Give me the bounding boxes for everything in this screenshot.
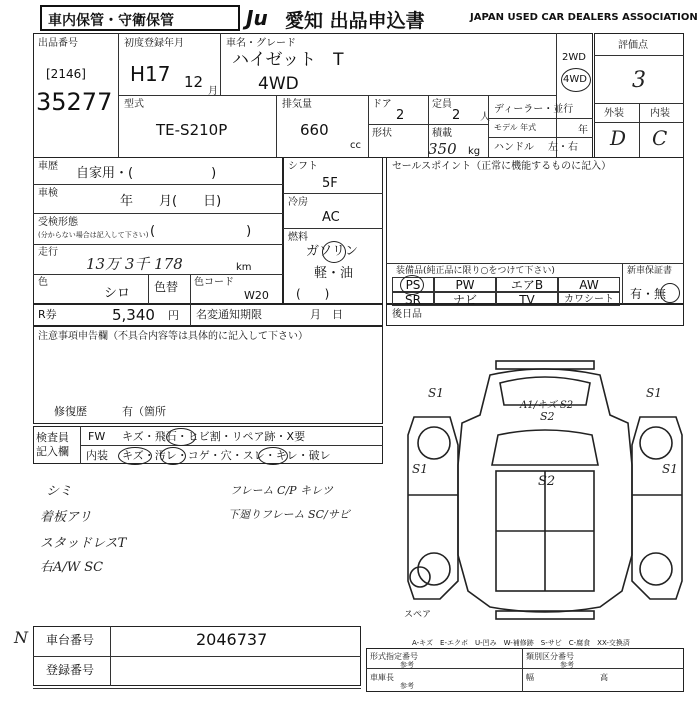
doors-label: ドア: [372, 99, 392, 110]
fuel-selected-circle: [322, 241, 346, 263]
repair-label: 修復歴: [54, 405, 87, 418]
fw-label: FW: [88, 430, 106, 443]
load-label: 積載: [432, 128, 452, 139]
diagram-mark-s2-center: S2: [538, 474, 556, 489]
width-label: 幅: [526, 673, 534, 682]
equip-sr: SR: [392, 292, 434, 306]
model-name: ハイゼット T: [232, 50, 344, 70]
color-code: W20: [244, 289, 269, 302]
name-change-value: 月 日: [310, 308, 343, 321]
model-year-unit: 年: [578, 125, 588, 136]
warranty-circle: [660, 283, 680, 303]
type-value: TE-S210P: [156, 121, 228, 139]
damage-legend: A-キズ E-エクボ U-凹み W-補修跡 S-サビ C-腐食 XX-交換済: [412, 639, 630, 647]
capacity-label: 定員: [432, 99, 452, 110]
post-notes-block: [386, 304, 684, 326]
doors-value: 2: [396, 108, 405, 123]
warranty-value: 有・無: [630, 287, 667, 301]
shape-spec-ref: 参考: [400, 661, 414, 669]
fw-circle: [166, 428, 196, 446]
chassis-label: 車台番号: [46, 633, 95, 647]
shape-label: 形状: [372, 128, 392, 139]
fuel-option2: 軽・油: [314, 266, 354, 281]
interior-circle-1: [118, 447, 152, 465]
interior-circle-2: [160, 447, 186, 465]
capacity-unit: 人: [480, 112, 490, 123]
model-grade: 4WD: [258, 74, 299, 94]
interior-circle-3: [258, 447, 288, 465]
length-label: 車庫長: [370, 673, 394, 682]
recycle-label: R券: [38, 308, 57, 321]
spare-label: スペア: [404, 610, 432, 620]
lot-number: 35277: [36, 88, 113, 116]
mileage-label: 走行: [38, 247, 58, 258]
capacity-value: 2: [452, 108, 461, 123]
recycle-value: 5,340: [112, 306, 155, 324]
color-change-label: 色替: [154, 280, 179, 294]
registration-year: H17: [130, 62, 171, 86]
fuel-label: 燃料: [288, 232, 308, 243]
name-change-label: 名変通知期限: [196, 308, 262, 321]
registration-label: 初度登録年月: [124, 38, 184, 49]
aircon-value: AC: [322, 210, 340, 225]
reg-number-label: 登録番号: [46, 663, 95, 677]
chassis-value: 2046737: [196, 630, 268, 649]
equip-pw: PW: [434, 277, 496, 292]
load-unit: kg: [468, 146, 481, 157]
score-value: 3: [632, 68, 646, 93]
model-year-label: モデル 年式: [494, 123, 537, 132]
diagram-mark-a1: A1/キズ S2: [520, 400, 574, 411]
recycle-unit: 円: [168, 309, 179, 322]
lot-sub-number: [2146]: [46, 67, 86, 81]
exterior-label: 外装: [604, 108, 624, 119]
inspector-label: 検査員記入欄: [36, 431, 69, 458]
score-label: 評価点: [618, 40, 648, 51]
history-value: 自家用・( ): [76, 166, 217, 181]
mileage-value: 13万 3千 178: [86, 255, 183, 273]
shift-label: シフト: [288, 161, 318, 172]
height-label: 高: [600, 673, 608, 682]
class-spec-label: 類別区分番号: [526, 652, 574, 661]
notes-label: 注意事項申告欄（不具合内容等は具体的に記入して下さい）: [38, 331, 308, 342]
class-spec-ref: 参考: [560, 661, 574, 669]
diagram-mark-s1-tr: S1: [646, 386, 662, 400]
interior-label: 内装: [650, 108, 670, 119]
shape-spec-label: 形式指定番号: [370, 652, 418, 661]
interior-score: C: [652, 126, 668, 150]
diagram-mark-s1-ml: S1: [412, 462, 428, 476]
acceptance-label: 受検形態: [38, 217, 78, 228]
displacement-label: 排気量: [282, 99, 312, 110]
ju-logo: Ju: [246, 6, 268, 30]
aircon-label: 冷房: [288, 197, 308, 208]
equipment-label: 装備品(純正品に限り○をつけて下さい): [396, 266, 555, 276]
stamp-row: [33, 688, 361, 701]
equip-seat: カワシート: [558, 292, 620, 306]
type-label: 型式: [124, 99, 144, 110]
fuel-options: ガソリン: [306, 244, 359, 259]
handwritten-line-4: 右A/W SC: [40, 560, 104, 575]
sales-point-label: セールスポイント（正常に機能するものに記入）: [392, 161, 612, 172]
displacement-value: 660: [300, 121, 329, 139]
post-notes-label: 後日品: [392, 309, 422, 320]
color-code-label: 色コード: [194, 277, 234, 288]
acceptance-note: (分からない場合は記入して下さい): [38, 231, 149, 239]
shift-value: 5F: [322, 176, 338, 191]
registration-month: 12: [184, 73, 204, 91]
warranty-label: 新車保証書: [627, 266, 673, 276]
equip-ps: PS: [392, 277, 434, 292]
lot-label: 出品番号: [38, 38, 78, 49]
drive-2wd: 2WD: [562, 52, 586, 63]
repair-value: 有（箇所: [122, 405, 166, 418]
color-label: 色: [38, 277, 48, 288]
acceptance-value: ( ): [150, 224, 252, 239]
form-title: 愛知 出品申込書: [285, 10, 425, 32]
mileage-unit: km: [236, 262, 252, 273]
handwritten-line-1: シミ: [46, 484, 73, 499]
handle-label: ハンドル: [494, 142, 534, 153]
fw-items: キズ・飛石・ヒビ割・リペア跡・X要: [122, 430, 306, 443]
model-label: 車名・グレード: [226, 38, 296, 49]
handwritten-right-1: フレーム C/P キレツ: [230, 484, 333, 497]
registration-month-unit: 月: [208, 86, 218, 97]
color-value: シロ: [104, 286, 131, 301]
load-value: 350: [428, 140, 457, 158]
interior-check-items: キズ・汚レ・コゲ・穴・スレ・キレ・破レ: [122, 449, 331, 462]
equip-aw: AW: [558, 277, 620, 292]
handwritten-line-2: 着板アリ: [40, 510, 92, 525]
diagram-mark-s2-top: S2: [540, 410, 555, 423]
equip-tv: TV: [496, 292, 558, 306]
dealer-label: ディーラー・並行: [494, 104, 574, 115]
inspection-label: 車検: [38, 188, 58, 199]
association-name: JAPAN USED CAR DEALERS ASSOCIATION: [470, 12, 698, 23]
storage-stamp-text: 車内保管・守衛保管: [48, 13, 174, 29]
diagram-mark-s1-mr: S1: [662, 462, 678, 476]
history-label: 車歴: [38, 161, 58, 172]
handwritten-line-3: スタッドレスT: [40, 536, 127, 551]
equip-navi: ナビ: [434, 292, 496, 306]
displacement-unit: cc: [350, 140, 361, 151]
equip-airbag: エアB: [496, 277, 558, 292]
length-ref: 参考: [400, 682, 414, 690]
handle-options: 左・右: [548, 142, 578, 153]
inspection-value: 年 月( 日): [120, 194, 222, 209]
fuel-other: ( ): [296, 287, 330, 301]
exterior-score: D: [610, 126, 627, 150]
diagram-mark-s1-tl: S1: [428, 386, 444, 400]
handwritten-right-2: 下廻りフレーム SC/サビ: [228, 508, 350, 521]
margin-mark: N: [14, 628, 28, 647]
drive-4wd: 4WD: [563, 74, 587, 85]
interior-check-label: 内装: [86, 449, 108, 462]
storage-stamp: [40, 5, 240, 31]
ps-circle: [400, 275, 424, 295]
